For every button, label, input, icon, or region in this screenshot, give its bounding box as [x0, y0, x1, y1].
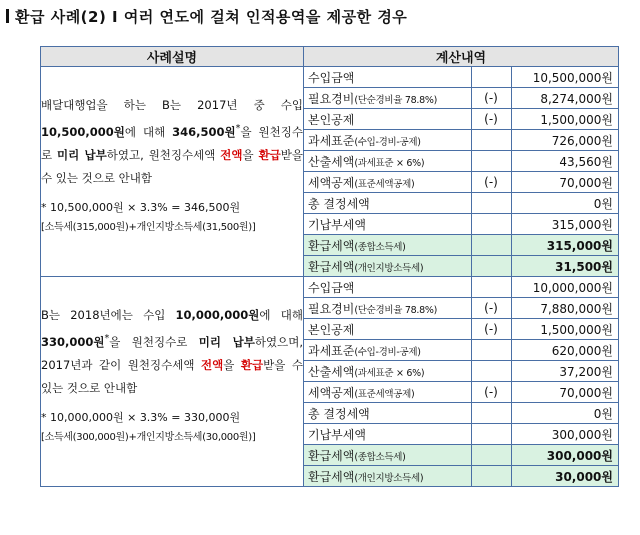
calc-row: [304, 403, 619, 424]
calc-amount: 0원: [511, 193, 619, 214]
calc-row: [304, 466, 619, 487]
calc-label-note: (과세표준 × 6%): [354, 157, 425, 169]
calc-label: [304, 214, 471, 235]
calc-label-text: 환급세액: [308, 448, 355, 463]
calc-operator: [471, 340, 511, 361]
calc-label: [304, 235, 471, 256]
calc-label-text: 환급세액: [308, 469, 355, 484]
calc-amount: 43,560원: [511, 151, 619, 172]
calc-operator: (-): [471, 88, 511, 109]
calc-label: [304, 403, 471, 424]
calculation-cell: [304, 277, 619, 487]
calc-amount: 620,000원: [511, 340, 619, 361]
prepaid-text: 미리 납부: [57, 147, 107, 162]
calc-row: [304, 382, 619, 403]
calc-row: [304, 88, 619, 109]
calc-label-text: 필요경비: [308, 301, 355, 316]
calc-label: [304, 130, 471, 151]
calc-amount: 10,000,000원: [511, 277, 619, 298]
case-row-2018: [41, 277, 619, 487]
calc-label: [304, 193, 471, 214]
calc-operator: (-): [471, 319, 511, 340]
calc-rows-2018: [304, 277, 619, 486]
calc-label-note: (표준세액공제): [354, 178, 415, 190]
desc-text: 하였고, 원천징수세액: [106, 147, 221, 162]
calc-label: [304, 340, 471, 361]
calc-amount: 70,000원: [511, 382, 619, 403]
calc-operator: (-): [471, 109, 511, 130]
calc-row: [304, 193, 619, 214]
calc-label: [304, 256, 471, 277]
calc-row: [304, 109, 619, 130]
page-title: [6, 6, 407, 30]
footnote-breakdown: [소득세(300,000원)+개인지방소득세(30,000원)]: [41, 431, 256, 443]
calc-amount: 1,500,000원: [511, 319, 619, 340]
desc-text: B는 2018년에는 수입: [41, 308, 176, 322]
calc-label: [304, 109, 471, 130]
calc-rows-2017: [304, 67, 619, 276]
calc-operator: [471, 361, 511, 382]
desc-text: 을: [223, 357, 241, 372]
calc-row: [304, 172, 619, 193]
header-case-description: 사례설명: [41, 47, 304, 67]
calc-operator: [471, 256, 511, 277]
desc-text: 에 대해: [259, 308, 303, 322]
calc-label-text: 과세표준: [308, 133, 355, 148]
calc-label-text: 총 결정세액: [308, 196, 370, 211]
calc-operator: (-): [471, 298, 511, 319]
calc-label-text: 환급세액: [308, 259, 355, 274]
income-amount: 10,000,000원: [175, 308, 260, 322]
income-amount: 10,500,000원: [41, 124, 125, 139]
calc-operator: [471, 214, 511, 235]
calc-label-note: (개인지방소득세): [354, 262, 424, 274]
calc-label-text: 본인공제: [308, 322, 355, 337]
calc-amount: 1,500,000원: [511, 109, 619, 130]
calc-row: [304, 214, 619, 235]
calc-row: [304, 151, 619, 172]
calc-amount: 315,000원: [511, 214, 619, 235]
case-description-text: [41, 94, 303, 190]
calc-label: [304, 361, 471, 382]
table-header-row: [41, 47, 619, 67]
calc-amount: 30,000원: [511, 466, 619, 487]
calc-label-text: 수입금액: [308, 280, 355, 295]
desc-text: 을: [242, 147, 259, 162]
footnote-formula: * 10,500,000원 × 3.3% = 346,500원: [41, 200, 241, 214]
calculation-table: [304, 277, 619, 486]
calculation-table: [304, 67, 619, 276]
calc-row: [304, 361, 619, 382]
case-description: [41, 67, 304, 277]
case-row-2017: [41, 67, 619, 277]
title-bar-mark: [6, 9, 9, 23]
case-description-text: [41, 304, 303, 400]
desc-text: 하였으며, 2017년과 같이 원천징수세액: [41, 334, 303, 372]
calc-operator: [471, 130, 511, 151]
calc-row: [304, 130, 619, 151]
desc-text: 을 원천징수로: [109, 334, 199, 349]
desc-text: 에 대해: [124, 124, 173, 139]
footnote-formula: * 10,000,000원 × 3.3% = 330,000원: [41, 410, 241, 424]
calc-amount: 315,000원: [511, 235, 619, 256]
calc-amount: 8,274,000원: [511, 88, 619, 109]
calc-operator: [471, 151, 511, 172]
calc-amount: 0원: [511, 403, 619, 424]
calc-row: [304, 277, 619, 298]
desc-text: 배달대행업을 하는 B는 2017년 중 수입: [41, 98, 303, 112]
calc-label-note: (종합소득세): [354, 451, 406, 463]
calc-label-note: (종합소득세): [354, 241, 406, 253]
calc-label-note: (단순경비율 78.8%): [354, 304, 437, 316]
page-title-text: 환급 사례(2) I 여러 연도에 걸쳐 인적용역을 제공한 경우: [15, 8, 408, 26]
calc-label-note: (개인지방소득세): [354, 472, 424, 484]
calc-amount: 7,880,000원: [511, 298, 619, 319]
calc-label: [304, 88, 471, 109]
calc-label-text: 기납부세액: [308, 427, 366, 442]
calc-label: [304, 172, 471, 193]
calc-operator: [471, 277, 511, 298]
calc-row: [304, 445, 619, 466]
refund-case-table: [40, 46, 619, 487]
calc-amount: 300,000원: [511, 445, 619, 466]
calc-label: [304, 382, 471, 403]
calc-row: [304, 256, 619, 277]
calculation-cell: [304, 67, 619, 277]
calc-label-text: 환급세액: [308, 238, 355, 253]
refund-text: 환급: [240, 357, 264, 372]
refund-text: 환급: [258, 147, 281, 162]
calc-label: [304, 151, 471, 172]
calc-label: [304, 466, 471, 487]
withholding-amount: 330,000원: [41, 334, 105, 349]
calc-label-text: 세액공제: [308, 175, 355, 190]
calc-label-text: 기납부세액: [308, 217, 366, 232]
calc-amount: 300,000원: [511, 424, 619, 445]
calc-label-note: (단순경비율 78.8%): [354, 94, 437, 106]
calc-operator: [471, 445, 511, 466]
calc-amount: 37,200원: [511, 361, 619, 382]
calc-row: [304, 319, 619, 340]
calc-label-text: 산출세액: [308, 154, 355, 169]
calc-operator: (-): [471, 172, 511, 193]
calc-amount: 31,500원: [511, 256, 619, 277]
calc-label-note: (표준세액공제): [354, 388, 415, 400]
calc-label-note: (수입-경비-공제): [354, 346, 421, 358]
calc-row: [304, 340, 619, 361]
calc-row: [304, 235, 619, 256]
calc-operator: [471, 403, 511, 424]
calc-operator: (-): [471, 382, 511, 403]
calc-label-text: 본인공제: [308, 112, 355, 127]
full-amount-text: 전액: [201, 357, 224, 372]
calc-amount: 70,000원: [511, 172, 619, 193]
calc-amount: 726,000원: [511, 130, 619, 151]
calc-label-text: 필요경비: [308, 91, 355, 106]
calc-amount: 10,500,000원: [511, 67, 619, 88]
desc-text: 을 원천징수로: [41, 124, 303, 162]
full-amount-text: 전액: [220, 147, 243, 162]
calc-label: [304, 319, 471, 340]
calc-operator: [471, 235, 511, 256]
calc-label: [304, 67, 471, 88]
calc-label: [304, 298, 471, 319]
calc-label-text: 수입금액: [308, 70, 355, 85]
prepaid-text: 미리 납부: [198, 334, 255, 349]
calc-label: [304, 277, 471, 298]
footnote-mark: *: [235, 123, 241, 134]
calc-label-text: 과세표준: [308, 343, 355, 358]
calc-operator: [471, 67, 511, 88]
calc-operator: [471, 424, 511, 445]
footnote-breakdown: [소득세(315,000원)+개인지방소득세(31,500원)]: [41, 221, 256, 233]
case-description: [41, 277, 304, 487]
footnote-mark: *: [104, 333, 110, 344]
calc-row: [304, 298, 619, 319]
calc-label-note: (과세표준 × 6%): [354, 367, 425, 379]
calc-label: [304, 424, 471, 445]
header-calculation: 계산내역: [304, 47, 619, 67]
calc-label-note: (수입-경비-공제): [354, 136, 421, 148]
calc-row: [304, 67, 619, 88]
calc-label: [304, 445, 471, 466]
withholding-amount: 346,500원: [172, 124, 236, 139]
desc-text: 받을 수 있는 것으로 안내함: [41, 357, 304, 395]
desc-text: 받을 수 있는 것으로 안내함: [41, 147, 303, 185]
calc-row: [304, 424, 619, 445]
calc-label-text: 산출세액: [308, 364, 355, 379]
calc-operator: [471, 466, 511, 487]
calc-operator: [471, 193, 511, 214]
calc-label-text: 세액공제: [308, 385, 355, 400]
calc-label-text: 총 결정세액: [308, 406, 370, 421]
